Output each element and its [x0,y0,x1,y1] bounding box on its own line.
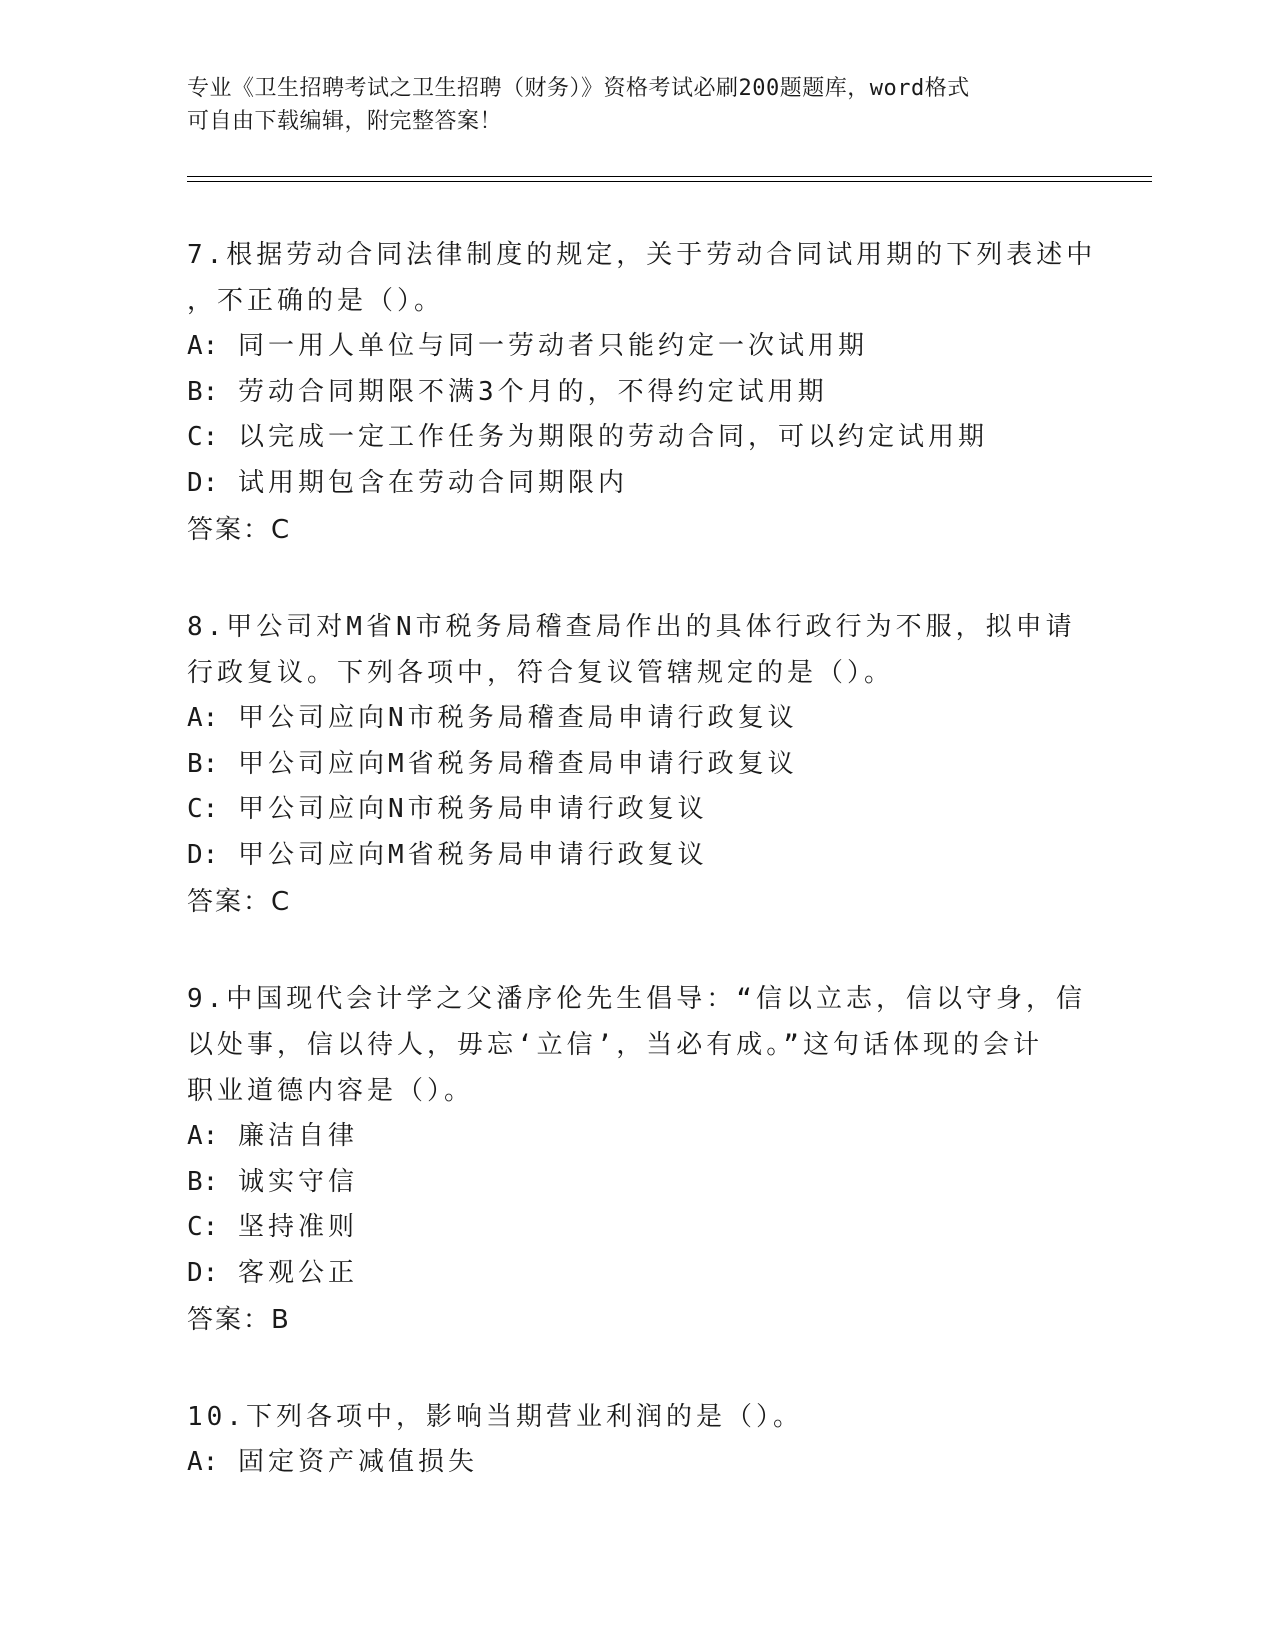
option-d [187,833,1087,879]
question-line: 8.甲公司对M省N市税务局稽查局作出的具体行政行为不服，拟申请 [187,612,1076,642]
option-text: 同一用人单位与同一劳动者只能约定一次试用期 [237,331,868,361]
answer-label: 答案：C [187,515,292,545]
option-text: 诚实守信 [237,1166,358,1197]
option-d [187,1251,1087,1297]
question-line: ，不正确的是（）。 [187,286,445,316]
option-a [187,696,1087,742]
option-d [187,461,1087,507]
answer-label: 答案：B [187,1305,291,1335]
question-8 [187,604,1087,924]
option-letter: C: [187,422,219,452]
option-letter: C: [187,1212,219,1242]
question-text [187,1394,1087,1440]
option-letter: C: [187,794,219,824]
question-line: 7.根据劳动合同法律制度的规定，关于劳动合同试用期的下列表述中 [187,240,1097,270]
option-letter: B: [187,376,219,407]
header-rule-bottom [187,181,1152,182]
option-text: 廉洁自律 [237,1121,358,1151]
option-text: 以完成一定工作任务为期限的劳动合同，可以约定试用期 [237,422,988,452]
header-rule-top [187,176,1152,177]
option-letter: A: [187,331,219,361]
option-text: 试用期包含在劳动合同期限内 [237,467,628,498]
option-text: 甲公司应向N市税务局申请行政复议 [237,794,708,824]
option-a [187,1114,1087,1160]
question-9 [187,976,1087,1342]
option-text: 固定资产减值损失 [237,1447,478,1477]
option-text: 劳动合同期限不满3个月的，不得约定试用期 [237,376,828,407]
option-text: 坚持准则 [237,1212,358,1242]
question-text [187,232,1097,324]
option-text: 客观公正 [237,1257,358,1288]
question-10 [187,1394,1087,1486]
header-line-2: 可自由下载编辑，附完整答案！ [187,109,503,134]
question-text [187,604,1087,696]
answer-label: 答案：C [187,887,292,917]
question-list [187,232,1097,1538]
option-a [187,324,1087,370]
option-letter: B: [187,1166,219,1197]
question-line: 行政复议。下列各项中，符合复议管辖规定的是（）。 [187,658,895,688]
option-b [187,370,1087,416]
question-line: 以处事，信以待人，毋忘‘立信’，当必有成。”这句话体现的会计 [187,1030,1043,1060]
document-header [187,72,1067,138]
question-7 [187,232,1097,552]
question-text [187,976,1087,1114]
option-c [187,415,1087,461]
option-letter: D: [187,1257,219,1288]
option-letter: B: [187,748,219,779]
question-line: 10.下列各项中，影响当期营业利润的是（）。 [187,1402,803,1432]
option-a [187,1440,1087,1486]
option-b [187,742,1087,788]
option-c [187,1205,1087,1251]
question-line: 9.中国现代会计学之父潘序伦先生倡导：“信以立志，信以守身，信 [187,984,1086,1014]
option-b [187,1160,1087,1206]
header-line-1: 专业《卫生招聘考试之卫生招聘（财务）》资格考试必刷200题题库，word格式 [187,76,970,101]
option-text: 甲公司应向N市税务局稽查局申请行政复议 [237,703,798,733]
option-text: 甲公司应向M省税务局稽查局申请行政复议 [237,748,798,779]
option-c [187,787,1087,833]
option-letter: A: [187,1447,219,1477]
option-text: 甲公司应向M省税务局申请行政复议 [237,839,708,870]
option-letter: D: [187,839,219,870]
option-letter: A: [187,703,219,733]
question-line: 职业道德内容是（）。 [187,1076,475,1106]
option-letter: D: [187,467,219,498]
option-letter: A: [187,1121,219,1151]
